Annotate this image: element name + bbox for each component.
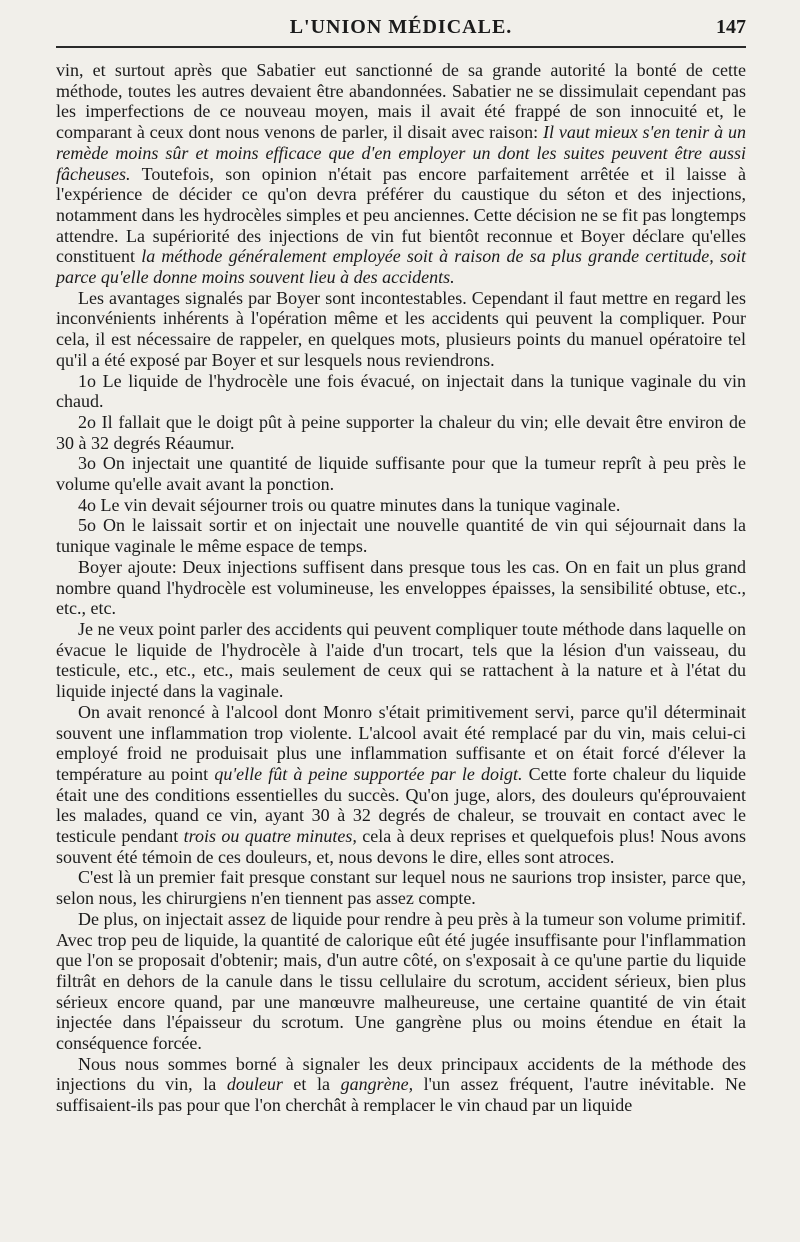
body-text — [56, 60, 746, 1116]
text-run: C'est là un premier fait presque constant sur lequel nous ne saurions trop insister, parce que, selon nous, les chirurgiens n'en tiennent pas assez compte. — [56, 867, 746, 909]
running-title: L'UNION MÉDICALE. — [289, 16, 513, 38]
paragraph — [56, 909, 746, 1054]
italic-text: douleur — [226, 1074, 283, 1095]
text-run: 3o On injectait une quantité de liquide suffisante pour que la tumeur reprît à peu près le volume qu'elle avait avant la ponction. — [56, 453, 746, 495]
paragraph — [56, 60, 746, 288]
text-run: Boyer ajoute: Deux injections suffisent dans presque tous les cas. On en fait un plus grand nombre quand l'hydrocèle est volumineuse, les enveloppes épaisses, la sensibilité obtuse, etc., etc., etc. — [56, 556, 746, 619]
paragraph — [56, 619, 746, 702]
paragraph — [56, 412, 746, 453]
paragraph — [56, 495, 746, 516]
text-run: Nous nous sommes borné à signaler les deux principaux accidents de la méthode des injections du vin, la — [56, 1053, 746, 1095]
text-run: Toutefois, son opinion n'était pas encore parfaitement arrêtée et il laisse à l'expérience de décider ce qu'on devra préférer du caustique du séton et des injections, notamment dans les hydrocèles simples et peu anciennes. Cette décision ne se fit pas longtemps attendre. La supériorité des injections de vin fut bientôt reconnue et Boyer déclare qu'elles constituent — [56, 163, 746, 267]
paragraph — [56, 702, 746, 868]
text-run: 1o Le liquide de l'hydrocèle une fois évacué, on injectait dans la tunique vaginale du vin chaud. — [56, 370, 746, 412]
text-run: Les avantages signalés par Boyer sont incontestables. Cependant il faut mettre en regard les inconvénients inhérents à l'opération même et les accidents qui peuvent la compliquer. Pour cela, il est nécessaire de rappeler, en quelques mots, plusieurs points du manuel opératoire tel qu'il a été exposé par Boyer et sur lesquels nous reviendrons. — [56, 287, 746, 370]
running-head — [56, 12, 746, 48]
italic-text: trois ou quatre minutes, — [183, 826, 357, 847]
italic-text: la méthode généralement employée soit à raison de sa plus grande certitude, soit parce qu'elle donne moins souvent lieu à des accidents. — [56, 246, 746, 288]
paragraph — [56, 288, 746, 371]
paragraph — [56, 557, 746, 619]
text-run: On avait renoncé à l'alcool dont Monro s'était primitivement servi, parce qu'il déterminait souvent une inflammation trop violente. L'alcool avait été remplacé par du vin, mais celui-ci employé froid ne produisait plus une inflammation suffisante et on était forcé d'élever la température au point — [56, 701, 746, 784]
paragraph — [56, 515, 746, 556]
text-run: 4o Le vin devait séjourner trois ou quatre minutes dans la tunique vaginale. — [78, 494, 621, 515]
text-run: et la — [282, 1074, 341, 1095]
text-run: 2o Il fallait que le doigt pût à peine supporter la chaleur du vin; elle devait être environ de 30 à 32 degrés Réaumur. — [56, 411, 746, 453]
italic-text: gangrène, — [340, 1074, 414, 1095]
paragraph — [56, 453, 746, 494]
paragraph — [56, 867, 746, 908]
paragraph — [56, 1054, 746, 1116]
text-run: vin, et surtout après que Sabatier eut sanctionné de sa grande autorité la bonté de cette méthode, toutes les autres devaient être abandonnées. Sabatier ne se dissimulait cependant pas les imperfections de ce nouveau moyen, mais il avait été frappé de son innocuité et, le comparant à ceux dont nous venons de parler, il disait avec raison: — [56, 60, 746, 143]
text-run: Je ne veux point parler des accidents qui peuvent compliquer toute méthode dans laquelle on évacue le liquide de l'hydrocèle à l'aide d'un trocart, tels que la lésion d'un vaisseau, du testicule, etc., etc., etc., mais seulement de ceux qui se rattachent à la nature et à l'état du liquide injecté dans la vaginale. — [56, 618, 746, 702]
paragraph — [56, 371, 746, 412]
text-run: Cette forte chaleur du liquide était une des conditions essentielles du succès. Qu'on juge, alors, des douleurs qu'éprouvaient les malades, quand ce vin, ayant 30 à 32 degrés de chaleur, se trouvait en contact avec le testicule pendant — [56, 763, 746, 847]
page-number: 147 — [716, 16, 746, 38]
text-run: 5o On le laissait sortir et on injectait une nouvelle quantité de vin qui séjournait dans la tunique vaginale le même espace de temps. — [56, 515, 746, 557]
italic-text: qu'elle fût à peine supportée par le doigt. — [214, 763, 523, 784]
italic-text: Il vaut mieux s'en tenir à un remède moins sûr et moins efficace que d'en employer un dont les suites peuvent être aussi fâcheuses. — [56, 122, 746, 184]
text-run: cela à deux reprises et quelquefois plus! Nous avons souvent été témoin de ces douleurs, et, nous devons le dire, elles sont atroces. — [56, 826, 746, 867]
text-run: l'un assez fréquent, l'autre inévitable. Ne suffisaient-ils pas pour que l'on cherchât à remplacer le vin chaud par un liquide — [56, 1074, 747, 1116]
text-run: De plus, on injectait assez de liquide pour rendre à peu près à la tumeur son volume primitif. Avec trop peu de liquide, la quantité de calorique eût été jugée insuffisante pour l'inflammation que l'on se proposait d'obtenir; mais, d'un autre côté, on s'exposait à ce qu'une partie du liquide filtrât en dehors de la canule dans le tissu cellulaire du scrotum, accident sérieux, bien plus sérieux encore quand, par une manœuvre malheureuse, une certaine quantité de vin était injectée dans l'épaisseur du scrotum. Une gangrène plus ou moins étendue en était la conséquence forcée. — [56, 908, 746, 1054]
